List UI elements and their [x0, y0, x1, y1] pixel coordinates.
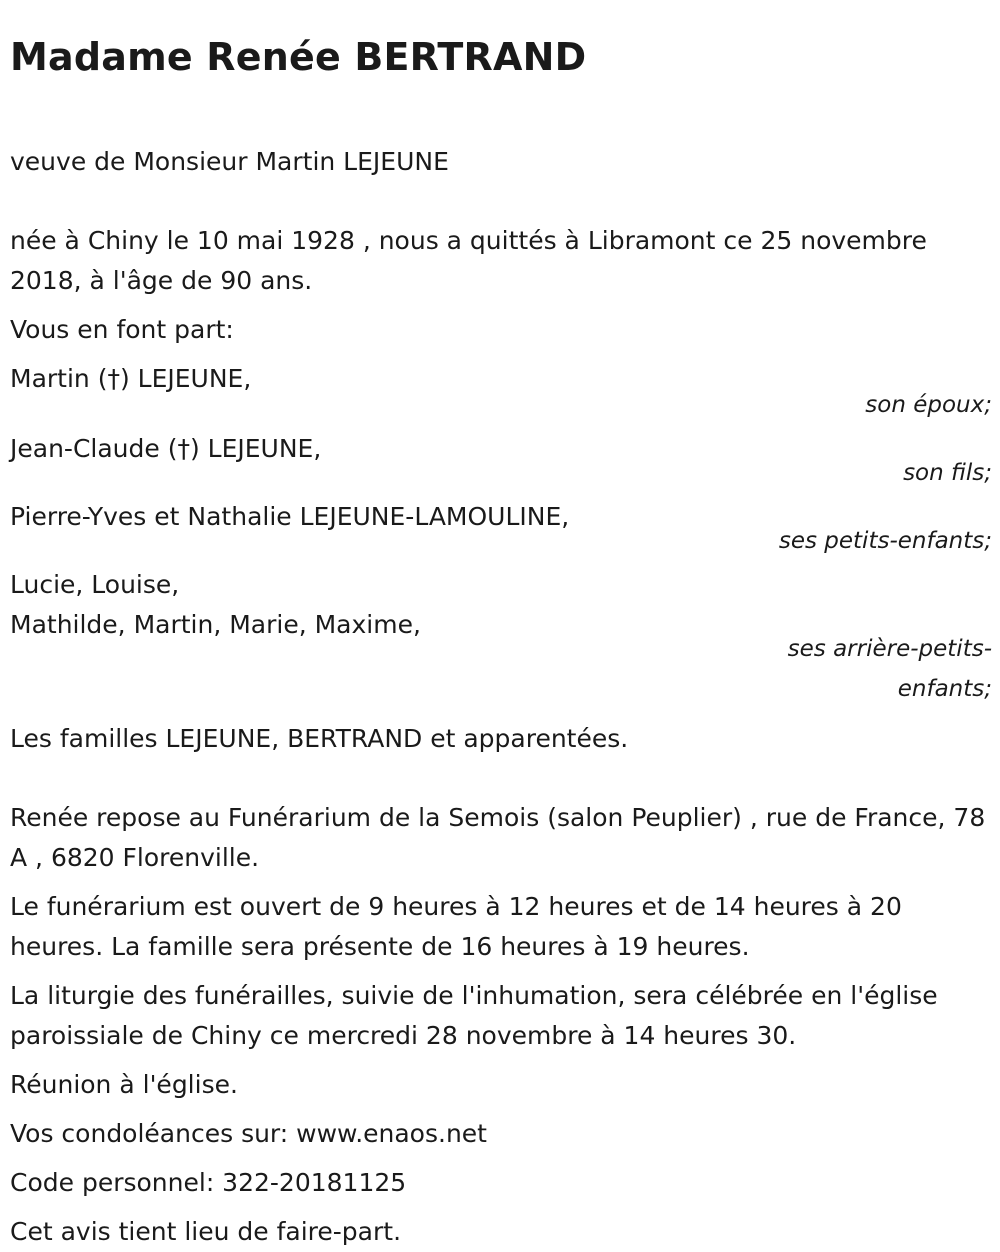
family-entry-son — [10, 429, 992, 493]
announce-text: Vous en font part: — [10, 315, 234, 344]
page-title: Madame Renée BERTRAND — [10, 35, 587, 79]
family-names: Mathilde, Martin, Marie, Maxime, — [10, 610, 421, 639]
widow-line: veuve de Monsieur Martin LEJEUNE — [10, 147, 449, 176]
family-names: Lucie, Louise, — [10, 570, 180, 599]
family-relation: son fils; — [903, 460, 992, 486]
meeting-text: Réunion à l'église. — [10, 1070, 238, 1099]
liturgy-text: La liturgie des funérailles, suivie de l'inhumation, sera célébrée en l'église paroissiale de Chiny ce mercredi 28 novembre à 14 heures 30. — [10, 981, 938, 1050]
family-entry-grandchildren — [10, 497, 992, 561]
families-line: Les familles LEJEUNE, BERTRAND et apparentées. — [10, 724, 629, 753]
family-entry-spouse — [10, 359, 992, 425]
family-entry-great-grandchildren — [10, 565, 992, 709]
family-relation: ses arrière-petits-enfants; — [787, 636, 992, 702]
obituary-notice — [10, 0, 992, 1252]
family-names: Martin (†) LEJEUNE, — [10, 364, 252, 393]
family-names: Jean-Claude (†) LEJEUNE, — [10, 434, 322, 463]
family-list — [10, 359, 992, 709]
condolences-text: Vos condoléances sur: www.enaos.net — [10, 1119, 487, 1148]
personal-code: Code personnel: 322-20181125 — [10, 1168, 407, 1197]
family-names: Pierre-Yves et Nathalie LEJEUNE-LAMOULINE, — [10, 502, 570, 531]
family-relation: son époux; — [865, 392, 992, 418]
funerarium-hours: Le funérarium est ouvert de 9 heures à 12 heures et de 14 heures à 20 heures. La famille sera présente de 16 heures à 19 heures. — [10, 892, 902, 961]
birth-death-text: née à Chiny le 10 mai 1928 , nous a quittés à Libramont ce 25 novembre 2018, à l'âge de 90 ans. — [10, 226, 927, 295]
notice-text: Cet avis tient lieu de faire-part. — [10, 1217, 402, 1246]
family-relation: ses petits-enfants; — [778, 528, 992, 554]
rest-location: Renée repose au Funérarium de la Semois (salon Peuplier) , rue de France, 78 A , 6820 Florenville. — [10, 803, 986, 872]
